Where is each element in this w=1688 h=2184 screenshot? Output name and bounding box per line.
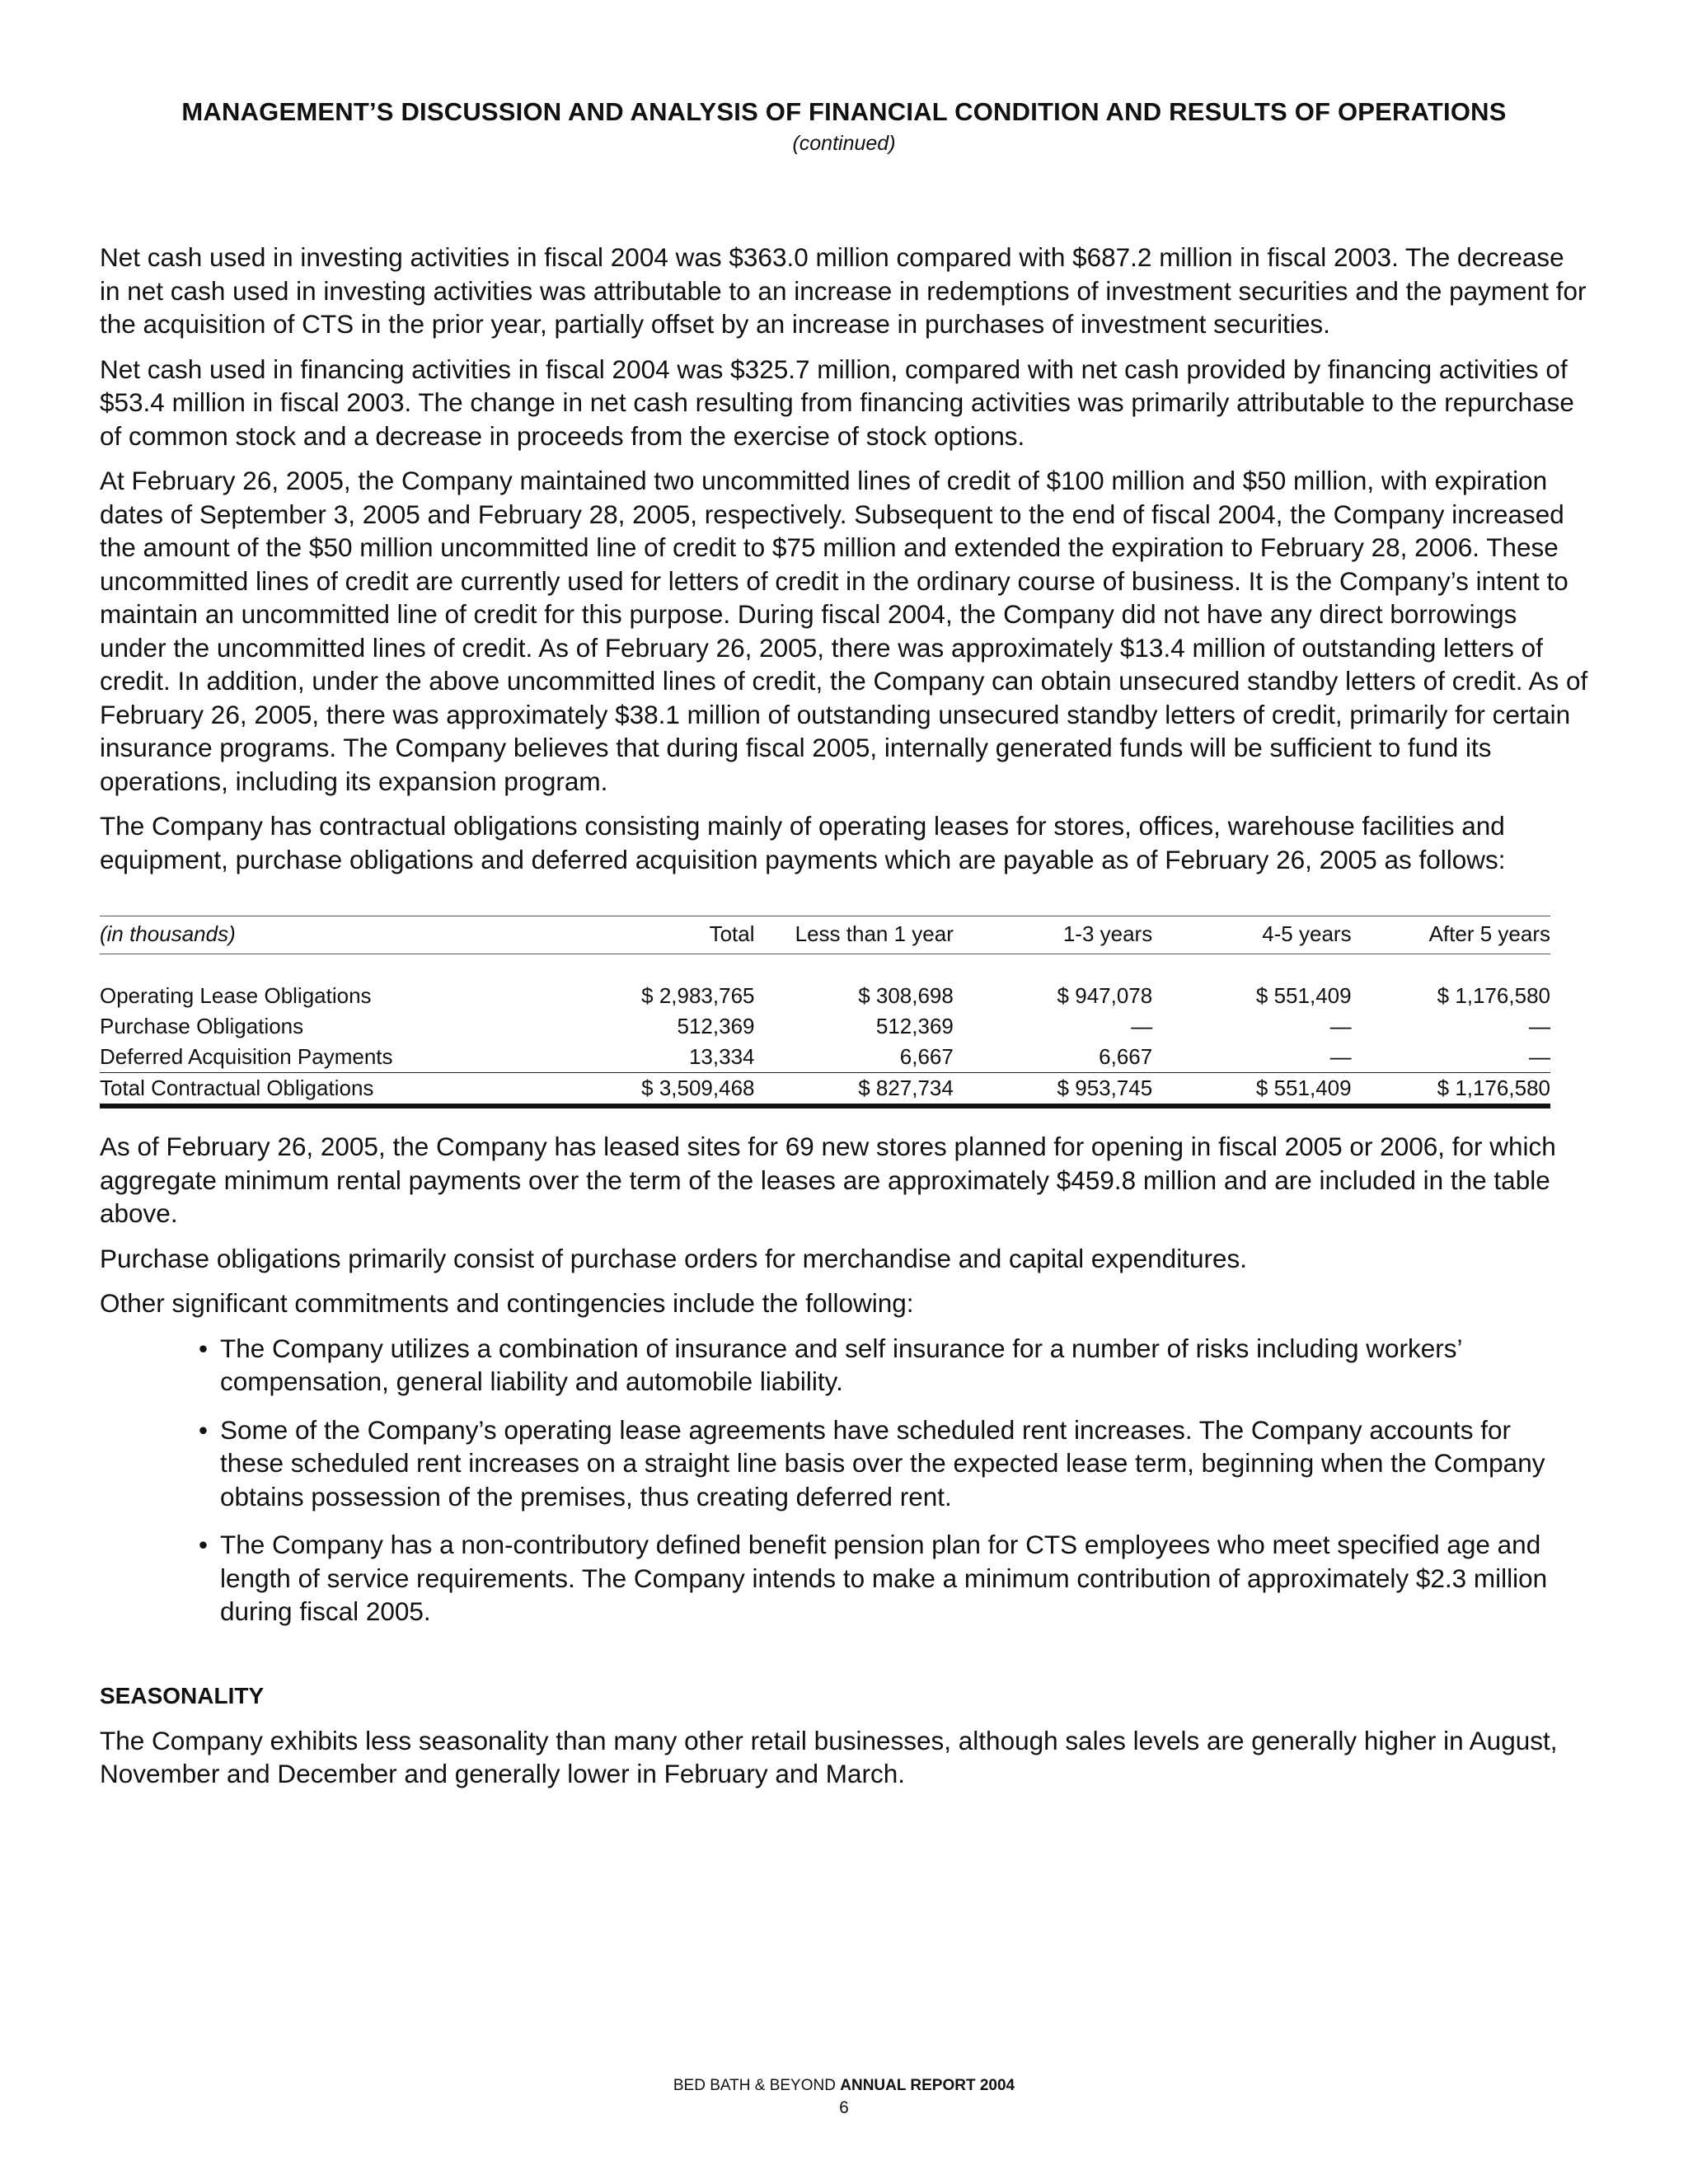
cell-after-5-years: $ 1,176,580 xyxy=(1437,983,1550,1008)
cell-less-than-1-year: 6,667 xyxy=(899,1044,954,1069)
header-less-than-1-year: Less than 1 year xyxy=(755,916,954,954)
paragraph-financing: Net cash used in financing activities in fiscal 2004 was $325.7 million, compared with net cash provided by financing activities of $53.4 million in fiscal 2003. The change in net cash resulting from financing activities was primarily attributable to the repurchase of common stock and a decrease in proceeds from the exercise of stock options. xyxy=(100,354,1574,451)
page-subtitle: (continued) xyxy=(792,132,896,155)
list-item xyxy=(199,1528,1572,1629)
cell-1-3-years: $ 953,745 xyxy=(954,1073,1152,1107)
table-row xyxy=(100,1011,1550,1042)
cell-1-3-years: — xyxy=(1131,1014,1153,1038)
paragraph-leased-sites: As of February 26, 2005, the Company has leased sites for 69 new stores planned for opening in fiscal 2005 or 2006, for which aggregate minimum rental payments over the term of the leases are approximately $459.8 million and are included in the table above. xyxy=(100,1132,1556,1228)
commitments-list xyxy=(199,1332,1588,1629)
paragraph-credit-lines: At February 26, 2005, the Company maintained two uncommitted lines of credit of $100 million and $50 million, with expiration dates of September 3, 2005 and February 28, 2005, respectively. Subsequent to the end of fiscal 2004, the Company increased the amount of the $50 million uncommitted line of credit to $75 million and extended the expiration to February 28, 2006. These uncommitted lines of credit are currently used for letters of credit in the ordinary course of business. It is the Company’s intent to maintain an uncommitted line of credit for this purpose. During fiscal 2004, the Company did not have any direct borrowings under the uncommitted lines of credit. As of February 26, 2005, there was approximately $13.4 million of outstanding letters of credit. In addition, under the above uncommitted lines of credit, the Company can obtain unsecured standby letters of credit. As of February 26, 2005, there was approximately $38.1 million of outstanding unsecured standby letters of credit, primarily for certain insurance programs. The Company believes that during fiscal 2005, internally generated funds will be sufficient to fund its operations, including its expansion program. xyxy=(100,466,1588,796)
list-item xyxy=(199,1332,1572,1399)
cell-4-5-years: — xyxy=(1329,1044,1352,1069)
header-total: Total xyxy=(572,916,754,954)
header-4-5-years: 4-5 years xyxy=(1152,916,1351,954)
paragraph-obligations-intro: The Company has contractual obligations consisting mainly of operating leases for stores, offices, warehouse facilities and equipment, purchase obligations and deferred acquisition payments which are payable as of February 26, 2005 as follows: xyxy=(100,811,1506,874)
cell-total: 512,369 xyxy=(677,1014,755,1038)
header-after-5-years: After 5 years xyxy=(1352,916,1550,954)
footer-company: BED BATH & BEYOND xyxy=(673,2077,836,2094)
paragraph-purchase-obligations: Purchase obligations primarily consist of purchase orders for merchandise and capital expenditures. xyxy=(100,1243,1247,1273)
bullet-icon: • xyxy=(199,1530,209,1559)
row-label: Deferred Acquisition Payments xyxy=(100,1044,393,1069)
paragraph-seasonality: The Company exhibits less seasonality than many other retail businesses, although sales levels are generally higher in August, November and December and generally lower in February and March. xyxy=(100,1725,1558,1788)
page-footer xyxy=(100,2077,1588,2118)
cell-total: $ 2,983,765 xyxy=(641,983,755,1008)
section-heading-seasonality: SEASONALITY xyxy=(100,1682,265,1708)
document-body xyxy=(100,241,1588,1802)
list-item xyxy=(199,1413,1572,1514)
page-number: 6 xyxy=(839,2098,849,2117)
cell-total: 13,334 xyxy=(688,1044,755,1069)
cell-after-5-years: — xyxy=(1529,1044,1550,1069)
cell-after-5-years: — xyxy=(1529,1014,1550,1038)
bullet-icon: • xyxy=(199,1414,209,1445)
cell-1-3-years: $ 947,078 xyxy=(1057,983,1153,1008)
cell-4-5-years: — xyxy=(1329,1014,1352,1038)
post-table-text xyxy=(100,1130,1588,1320)
header-1-3-years: 1-3 years xyxy=(954,916,1152,954)
list-item-text: Some of the Company’s operating lease agreements have scheduled rent increases. The Company accounts for these scheduled rent increases on a straight line basis over the expected lease term, beginning when the Company obtains possession of the premises, thus creating deferred rent. xyxy=(220,1414,1545,1511)
header-units: (in thousands) xyxy=(100,916,572,954)
footer-report: ANNUAL REPORT 2004 xyxy=(840,2077,1015,2094)
cell-after-5-years: $ 1,176,580 xyxy=(1352,1073,1550,1107)
paragraph-investing: Net cash used in investing activities in fiscal 2004 was $363.0 million compared with $687.2 million in fiscal 2003. The decrease in net cash used in investing activities was attributable to an increase in redemptions of investment securities and the payment for the acquisition of CTS in the prior year, partially offset by an increase in purchases of investment securities. xyxy=(100,242,1587,339)
page-title: MANAGEMENT’S DISCUSSION AND ANALYSIS OF FINANCIAL CONDITION AND RESULTS OF OPERATIONS xyxy=(181,97,1507,126)
cell-less-than-1-year: 512,369 xyxy=(875,1014,954,1038)
contractual-obligations-table xyxy=(100,916,1550,1108)
table-row xyxy=(100,1042,1550,1073)
table-total-row xyxy=(100,1073,1550,1107)
table-row xyxy=(100,954,1550,1012)
list-item-text: The Company utilizes a combination of insurance and self insurance for a number of risks including workers’ compensation, general liability and automobile liability. xyxy=(220,1333,1462,1396)
cell-1-3-years: 6,667 xyxy=(1099,1044,1153,1069)
bullet-icon: • xyxy=(199,1333,209,1363)
list-item-text: The Company has a non-contributory defined benefit pension plan for CTS employees who meet specified age and length of service requirements. The Company intends to make a minimum contribution of approximately $2.3 million during fiscal 2005. xyxy=(220,1530,1548,1626)
paragraph-commitments-intro: Other significant commitments and contingencies include the following: xyxy=(100,1288,914,1318)
cell-4-5-years: $ 551,409 xyxy=(1152,1073,1351,1107)
cell-total: $ 3,509,468 xyxy=(572,1073,754,1107)
row-label: Total Contractual Obligations xyxy=(100,1073,572,1107)
cell-less-than-1-year: $ 827,734 xyxy=(755,1073,954,1107)
cell-less-than-1-year: $ 308,698 xyxy=(858,983,954,1008)
cell-4-5-years: $ 551,409 xyxy=(1255,983,1352,1008)
row-label: Operating Lease Obligations xyxy=(100,983,372,1008)
row-label: Purchase Obligations xyxy=(100,1014,304,1038)
table-header-row xyxy=(100,916,1550,954)
